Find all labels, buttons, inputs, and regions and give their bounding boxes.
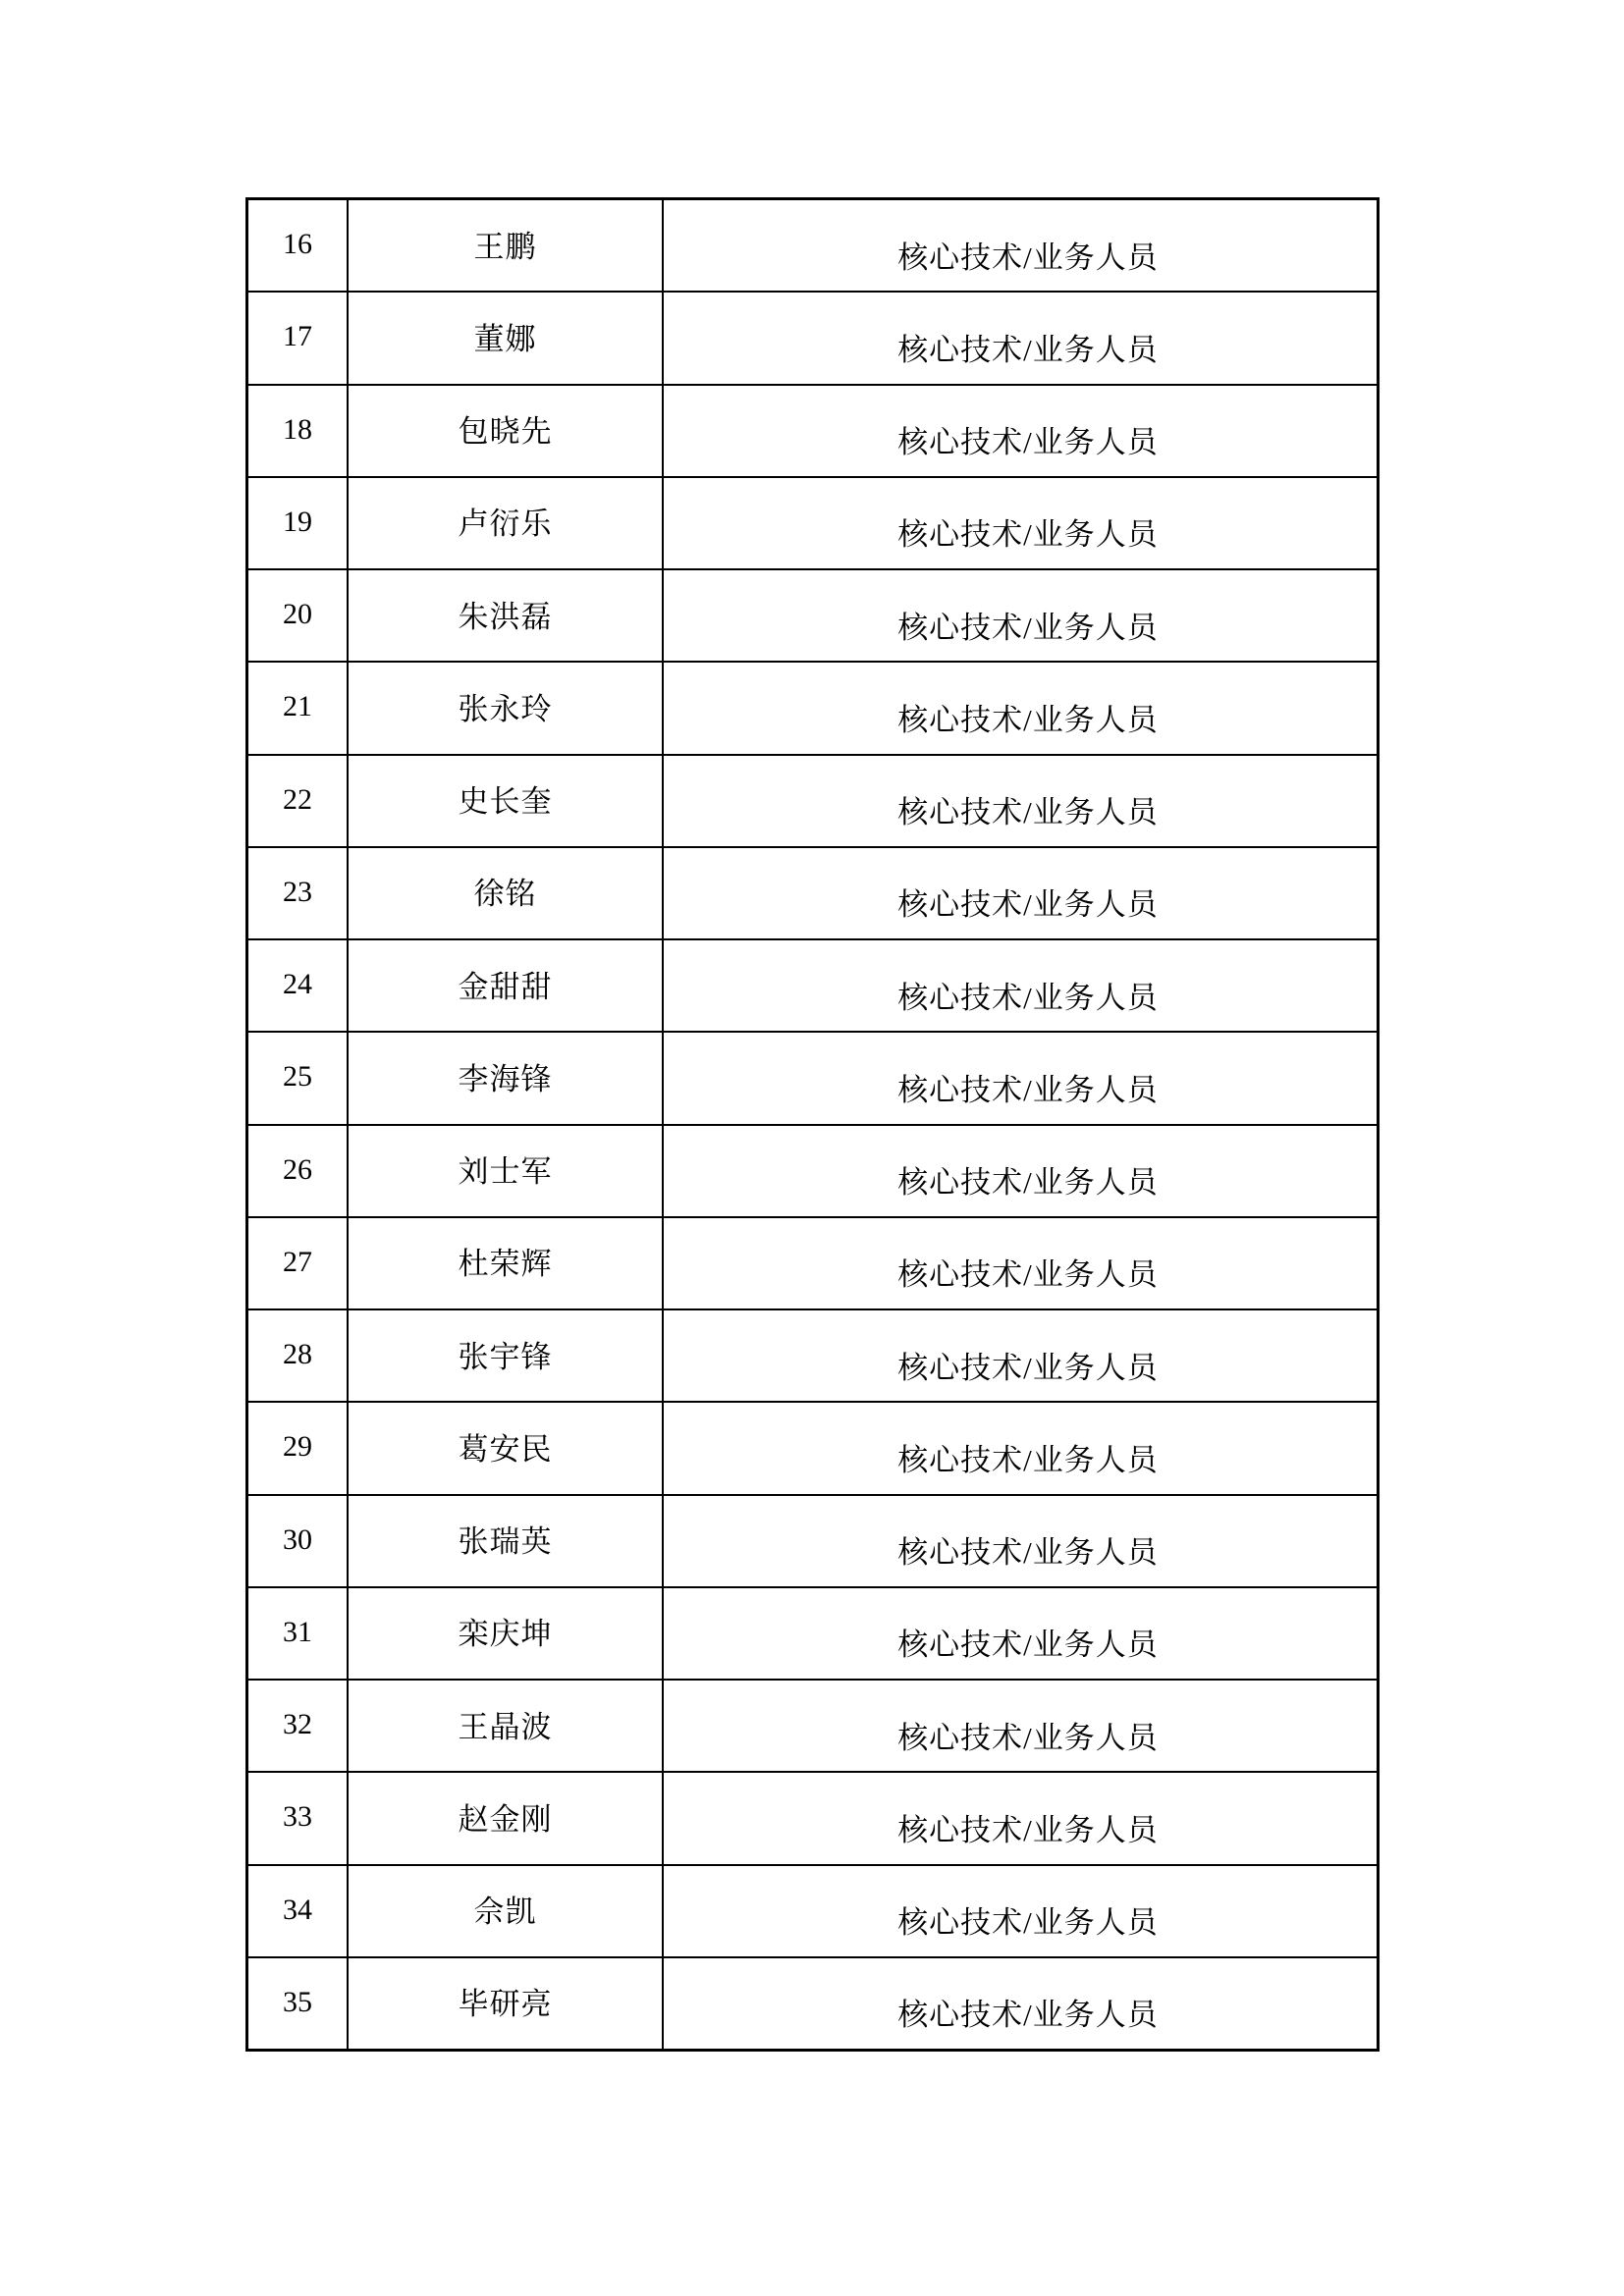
table-row [248,940,1377,1033]
person-name: 张瑞英 [458,1524,553,1560]
category-label: 核心技术/业务人员 [897,1812,1159,1847]
category-cell [664,1218,1377,1308]
row-number-cell [248,478,349,568]
person-name: 朱洪磊 [458,599,553,634]
category-label: 核心技术/业务人员 [897,1535,1159,1571]
row-number: 30 [283,1522,312,1556]
person-name-cell [349,1681,664,1771]
person-name-cell [349,756,664,846]
row-number: 24 [283,968,312,1001]
table-row [248,1218,1377,1310]
category-cell [664,940,1377,1031]
category-label: 核心技术/业务人员 [897,1905,1159,1941]
table-row [248,386,1377,478]
row-number-cell [248,293,349,383]
person-name-cell [349,1866,664,1956]
row-number-cell [248,1033,349,1123]
row-number-cell [248,1773,349,1863]
person-name-cell [349,1403,664,1493]
category-cell [664,848,1377,938]
category-cell [664,1588,1377,1679]
person-name-cell [349,1310,664,1401]
table-row [248,1033,1377,1125]
table-row [248,1588,1377,1681]
row-number: 21 [283,690,312,723]
row-number: 27 [283,1245,312,1278]
category-label: 核心技术/业务人员 [897,240,1159,275]
category-cell [664,478,1377,568]
person-name-cell [349,200,664,291]
table-row [248,1773,1377,1865]
row-number-cell [248,940,349,1031]
person-name-cell [349,1958,664,2049]
person-name: 金甜甜 [458,969,553,1004]
person-name: 葛安民 [458,1431,553,1467]
table-row [248,293,1377,385]
table-row [248,1496,1377,1588]
person-name-cell [349,940,664,1031]
row-number-cell [248,570,349,661]
person-name: 赵金刚 [458,1801,553,1837]
person-name: 王鹏 [473,229,537,264]
category-label: 核心技术/业务人员 [897,1072,1159,1107]
table-row [248,1958,1377,2049]
row-number: 17 [283,320,312,353]
person-name-cell [349,386,664,476]
category-label: 核心技术/业务人员 [897,1442,1159,1477]
row-number: 28 [283,1338,312,1371]
category-cell [664,293,1377,383]
category-label: 核心技术/业务人员 [897,1628,1159,1663]
person-name: 毕研亮 [458,1987,553,2022]
person-name-cell [349,1126,664,1216]
row-number-cell [248,200,349,291]
person-name: 佘凯 [473,1895,537,1930]
person-name: 史长奎 [458,784,553,820]
person-name: 张宇锋 [458,1339,553,1374]
row-number-cell [248,1403,349,1493]
category-label: 核心技术/业务人员 [897,887,1159,923]
person-name-cell [349,1218,664,1308]
table-row [248,848,1377,940]
table-row [248,663,1377,755]
row-number: 26 [283,1152,312,1186]
category-cell [664,1958,1377,2049]
row-number-cell [248,756,349,846]
person-name-cell [349,1773,664,1863]
row-number-cell [248,1126,349,1216]
category-label: 核心技术/业务人员 [897,1165,1159,1201]
category-cell [664,570,1377,661]
person-name: 李海锋 [458,1061,553,1096]
category-label: 核心技术/业务人员 [897,610,1159,645]
category-cell [664,200,1377,291]
person-name: 王晶波 [458,1709,553,1744]
category-cell [664,1033,1377,1123]
category-label: 核心技术/业务人员 [897,1720,1159,1755]
row-number-cell [248,386,349,476]
category-label: 核心技术/业务人员 [897,1350,1159,1385]
category-cell [664,1310,1377,1401]
row-number: 20 [283,598,312,631]
row-number-cell [248,1496,349,1586]
row-number: 22 [283,782,312,816]
row-number-cell [248,1588,349,1679]
table-row [248,570,1377,663]
person-name: 徐铭 [473,877,537,912]
table-row [248,1866,1377,1958]
category-cell [664,1773,1377,1863]
category-label: 核心技术/业务人员 [897,980,1159,1015]
table-row [248,478,1377,570]
row-number: 31 [283,1615,312,1648]
table-row [248,756,1377,848]
category-cell [664,1496,1377,1586]
category-label: 核心技术/业务人员 [897,425,1159,460]
table-row [248,1310,1377,1403]
category-cell [664,1681,1377,1771]
category-label: 核心技术/业务人员 [897,1998,1159,2033]
row-number-cell [248,1218,349,1308]
table-row [248,200,1377,293]
category-cell [664,1403,1377,1493]
row-number: 34 [283,1893,312,1926]
person-name: 刘士军 [458,1154,553,1190]
row-number: 33 [283,1800,312,1834]
person-name: 张永玲 [458,691,553,726]
person-name: 卢衍乐 [458,507,553,542]
row-number-cell [248,1681,349,1771]
person-name-cell [349,848,664,938]
row-number: 35 [283,1985,312,2018]
category-cell [664,663,1377,753]
category-label: 核心技术/业务人员 [897,795,1159,830]
row-number-cell [248,848,349,938]
table-row [248,1681,1377,1773]
row-number-cell [248,663,349,753]
row-number: 23 [283,875,312,908]
row-number: 19 [283,505,312,538]
person-name-cell [349,1033,664,1123]
row-number-cell [248,1958,349,2049]
person-name: 栾庆坤 [458,1617,553,1652]
table-row [248,1403,1377,1495]
row-number: 16 [283,228,312,261]
person-name-cell [349,293,664,383]
category-cell [664,1866,1377,1956]
person-name-cell [349,1588,664,1679]
person-name-cell [349,478,664,568]
person-name: 包晓先 [458,414,553,450]
table-row [248,1126,1377,1218]
category-label: 核心技术/业务人员 [897,1257,1159,1293]
category-label: 核心技术/业务人员 [897,517,1159,553]
row-number: 18 [283,412,312,446]
person-name-cell [349,570,664,661]
category-cell [664,386,1377,476]
personnel-table [245,197,1380,2052]
category-cell [664,756,1377,846]
person-name: 董娜 [473,321,537,356]
person-name-cell [349,663,664,753]
row-number-cell [248,1866,349,1956]
person-name: 杜荣辉 [458,1247,553,1282]
category-label: 核心技术/业务人员 [897,702,1159,737]
category-label: 核心技术/业务人员 [897,332,1159,367]
row-number: 29 [283,1430,312,1464]
category-cell [664,1126,1377,1216]
row-number: 25 [283,1060,312,1094]
person-name-cell [349,1496,664,1586]
row-number-cell [248,1310,349,1401]
row-number: 32 [283,1708,312,1741]
